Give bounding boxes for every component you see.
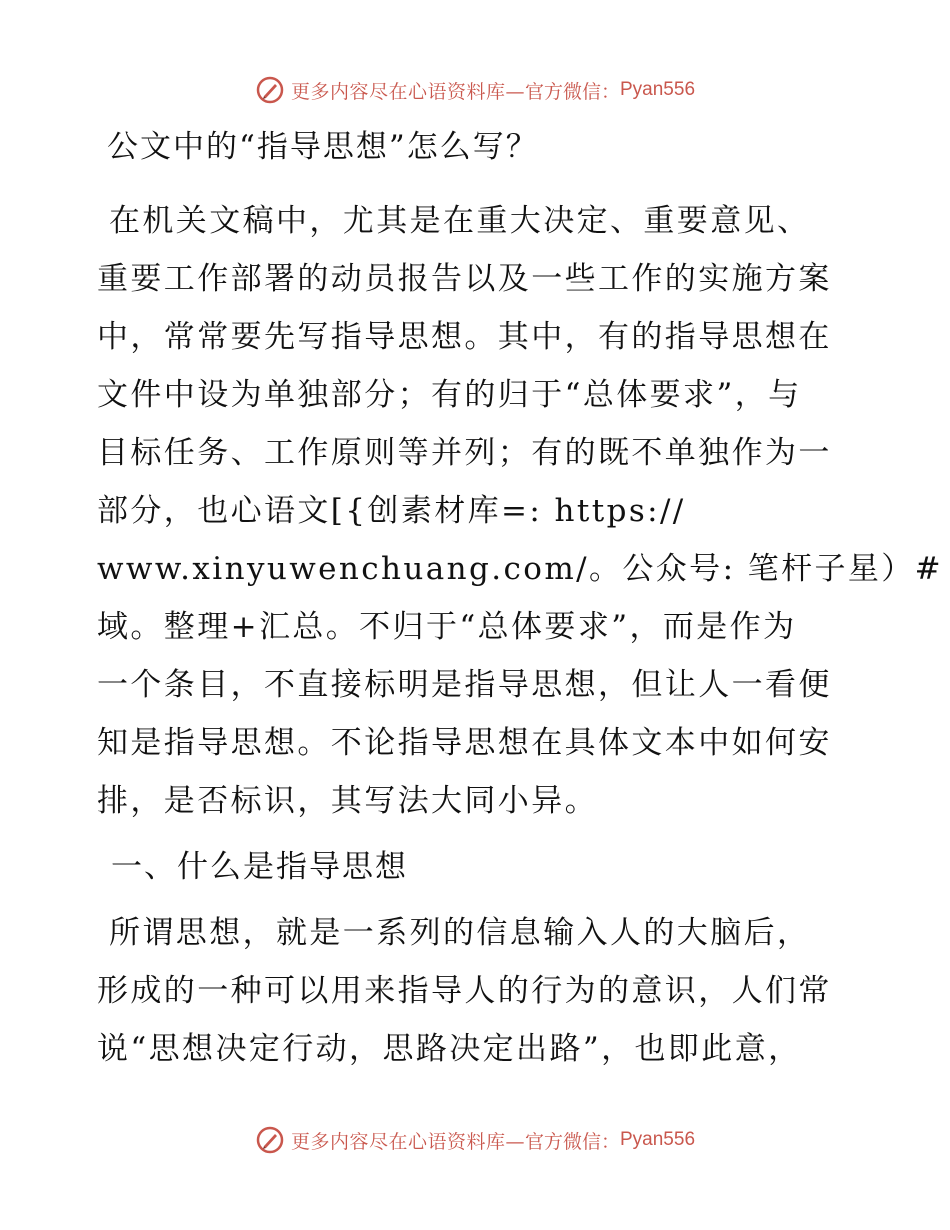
header-banner xyxy=(0,70,950,110)
pen-logo-icon xyxy=(255,75,285,105)
text-line: 目标任务、工作原则等并列；有的既不单独作为一 xyxy=(97,435,832,471)
text-line: 文件中设为单独部分；有的归于“总体要求”，与 xyxy=(97,377,802,413)
text-line: 重要工作部署的动员报告以及一些工作的实施方案 xyxy=(97,261,832,297)
document-title: 公文中的“指导思想”怎么写？ xyxy=(107,129,539,165)
text-line: 所谓思想，就是一系列的信息输入人的大脑后， xyxy=(109,915,811,951)
pen-logo-icon xyxy=(255,1125,285,1155)
text-line: 一个条目，不直接标明是指导思想，但让人一看便 xyxy=(97,667,832,703)
text-line: 在机关文稿中，尤其是在重大决定、重要意见、 xyxy=(109,203,811,239)
text-line: 排，是否标识，其写法大同小异。 xyxy=(97,783,598,819)
footer-banner xyxy=(0,1120,950,1160)
banner-wechat-id: Pyan556 xyxy=(620,1129,696,1150)
text-line: 说“思想决定行动，思路决定出路”，也即此意， xyxy=(97,1031,802,1067)
banner-slogan: 更多内容尽在心语资料库— xyxy=(290,80,525,103)
banner-wechat-label: 官方微信： xyxy=(524,80,620,103)
paragraph-2 xyxy=(97,904,857,1078)
banner-wechat-label: 官方微信： xyxy=(524,1130,620,1153)
text-line: 部分，也心语文[{创素材库=: https:// xyxy=(97,493,686,529)
text-line: 域。整理+汇总。不归于“总体要求”，而是作为 xyxy=(97,609,797,645)
text-line: www.xinyuwenchuang.com/。公众号: 笔杆子星）# xyxy=(97,551,944,587)
text-line: 形成的一种可以用来指导人的行为的意识，人们常 xyxy=(97,973,832,1009)
document-body xyxy=(97,118,944,1078)
paragraph-1 xyxy=(97,192,944,830)
text-line: 中，常常要先写指导思想。其中，有的指导思想在 xyxy=(97,319,832,355)
banner-slogan: 更多内容尽在心语资料库— xyxy=(290,1130,525,1153)
banner-wechat-id: Pyan556 xyxy=(620,79,696,100)
text-line: 知是指导思想。不论指导思想在具体文本中如何安 xyxy=(97,725,832,761)
section-heading: 一、什么是指导思想 xyxy=(111,849,408,885)
